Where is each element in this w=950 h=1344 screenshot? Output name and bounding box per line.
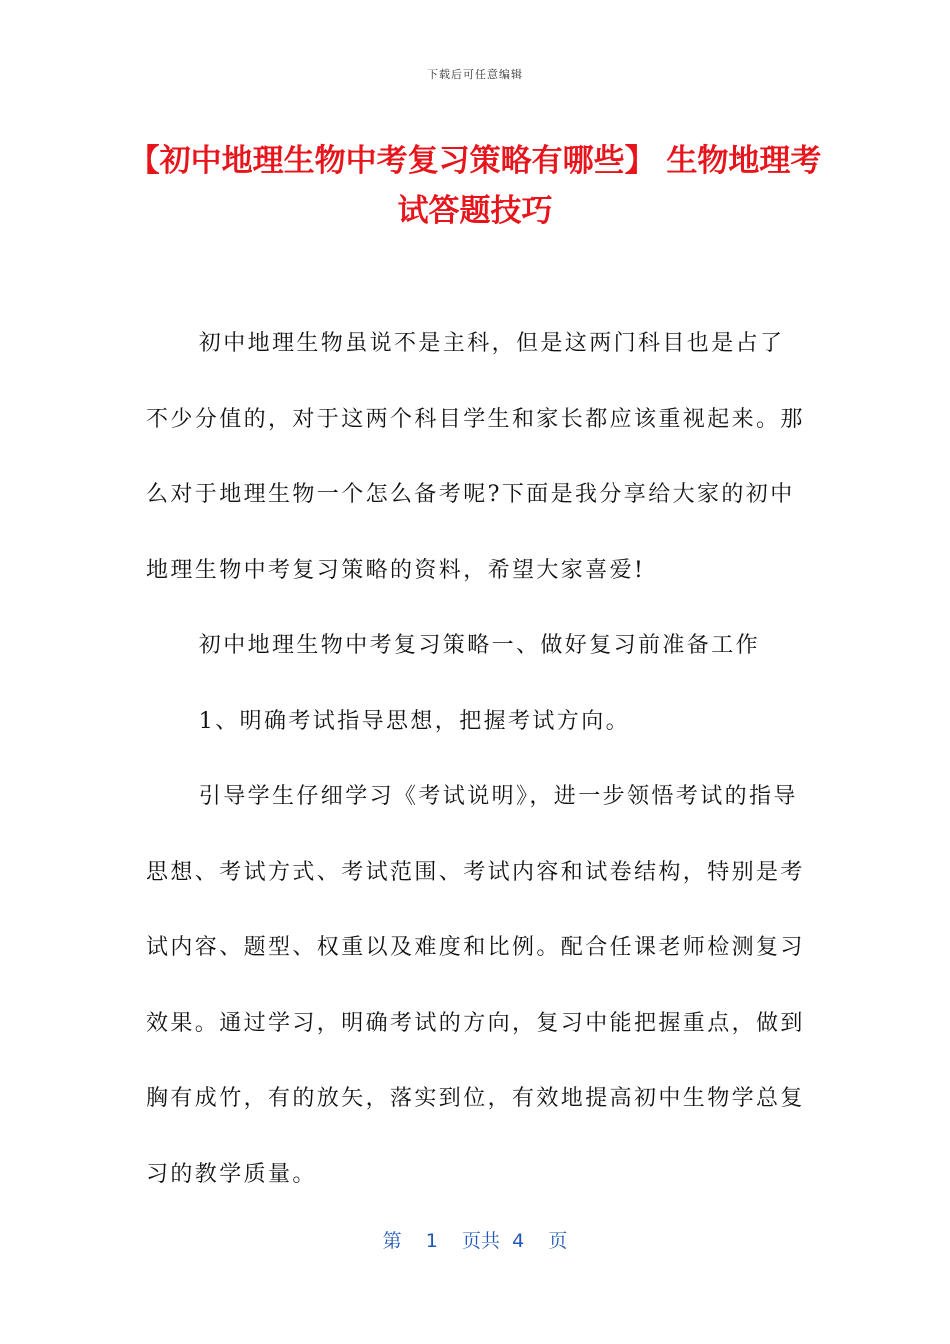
paragraph-point-1: 1、明确考试指导思想，把握考试方向。 [198, 708, 630, 734]
footer-total-prefix: 页共 [462, 1230, 501, 1252]
page-footer [0, 1226, 950, 1253]
document-title: 【初中地理生物中考复习策略有哪些】 生物地理考试答题技巧 [128, 143, 822, 229]
footer-page-label: 第 [382, 1230, 402, 1252]
footer-current-page: 1 [425, 1230, 438, 1252]
header-note: 下载后可任意编辑 [427, 68, 523, 81]
paragraph-intro: 初中地理生物虽说不是主科，但是这两门科目也是占了不少分值的，对于这两个科目学生和家长都应该重视起来。那么对于地理生物一个怎么备考呢?下面是我分享给大家的初中地理生物中考复习策略的资料，希望大家喜爱! [146, 331, 805, 583]
paragraph-detail: 引导学生仔细学习《考试说明》，进一步领悟考试的指导思想、考试方式、考试范围、考试内容和试卷结构，特别是考试内容、题型、权重以及难度和比例。配合任课老师检测复习效果。通过学习，明确考试的方向，复习中能把握重点，做到胸有成竹，有的放矢，落实到位，有效地提高初中生物学总复习的教学质量。 [146, 784, 805, 1187]
footer-total-suffix: 页 [548, 1230, 568, 1252]
document-body [146, 306, 806, 1212]
footer-total-pages: 4 [512, 1230, 525, 1252]
paragraph-section-heading: 初中地理生物中考复习策略一、做好复习前准备工作 [198, 633, 760, 658]
